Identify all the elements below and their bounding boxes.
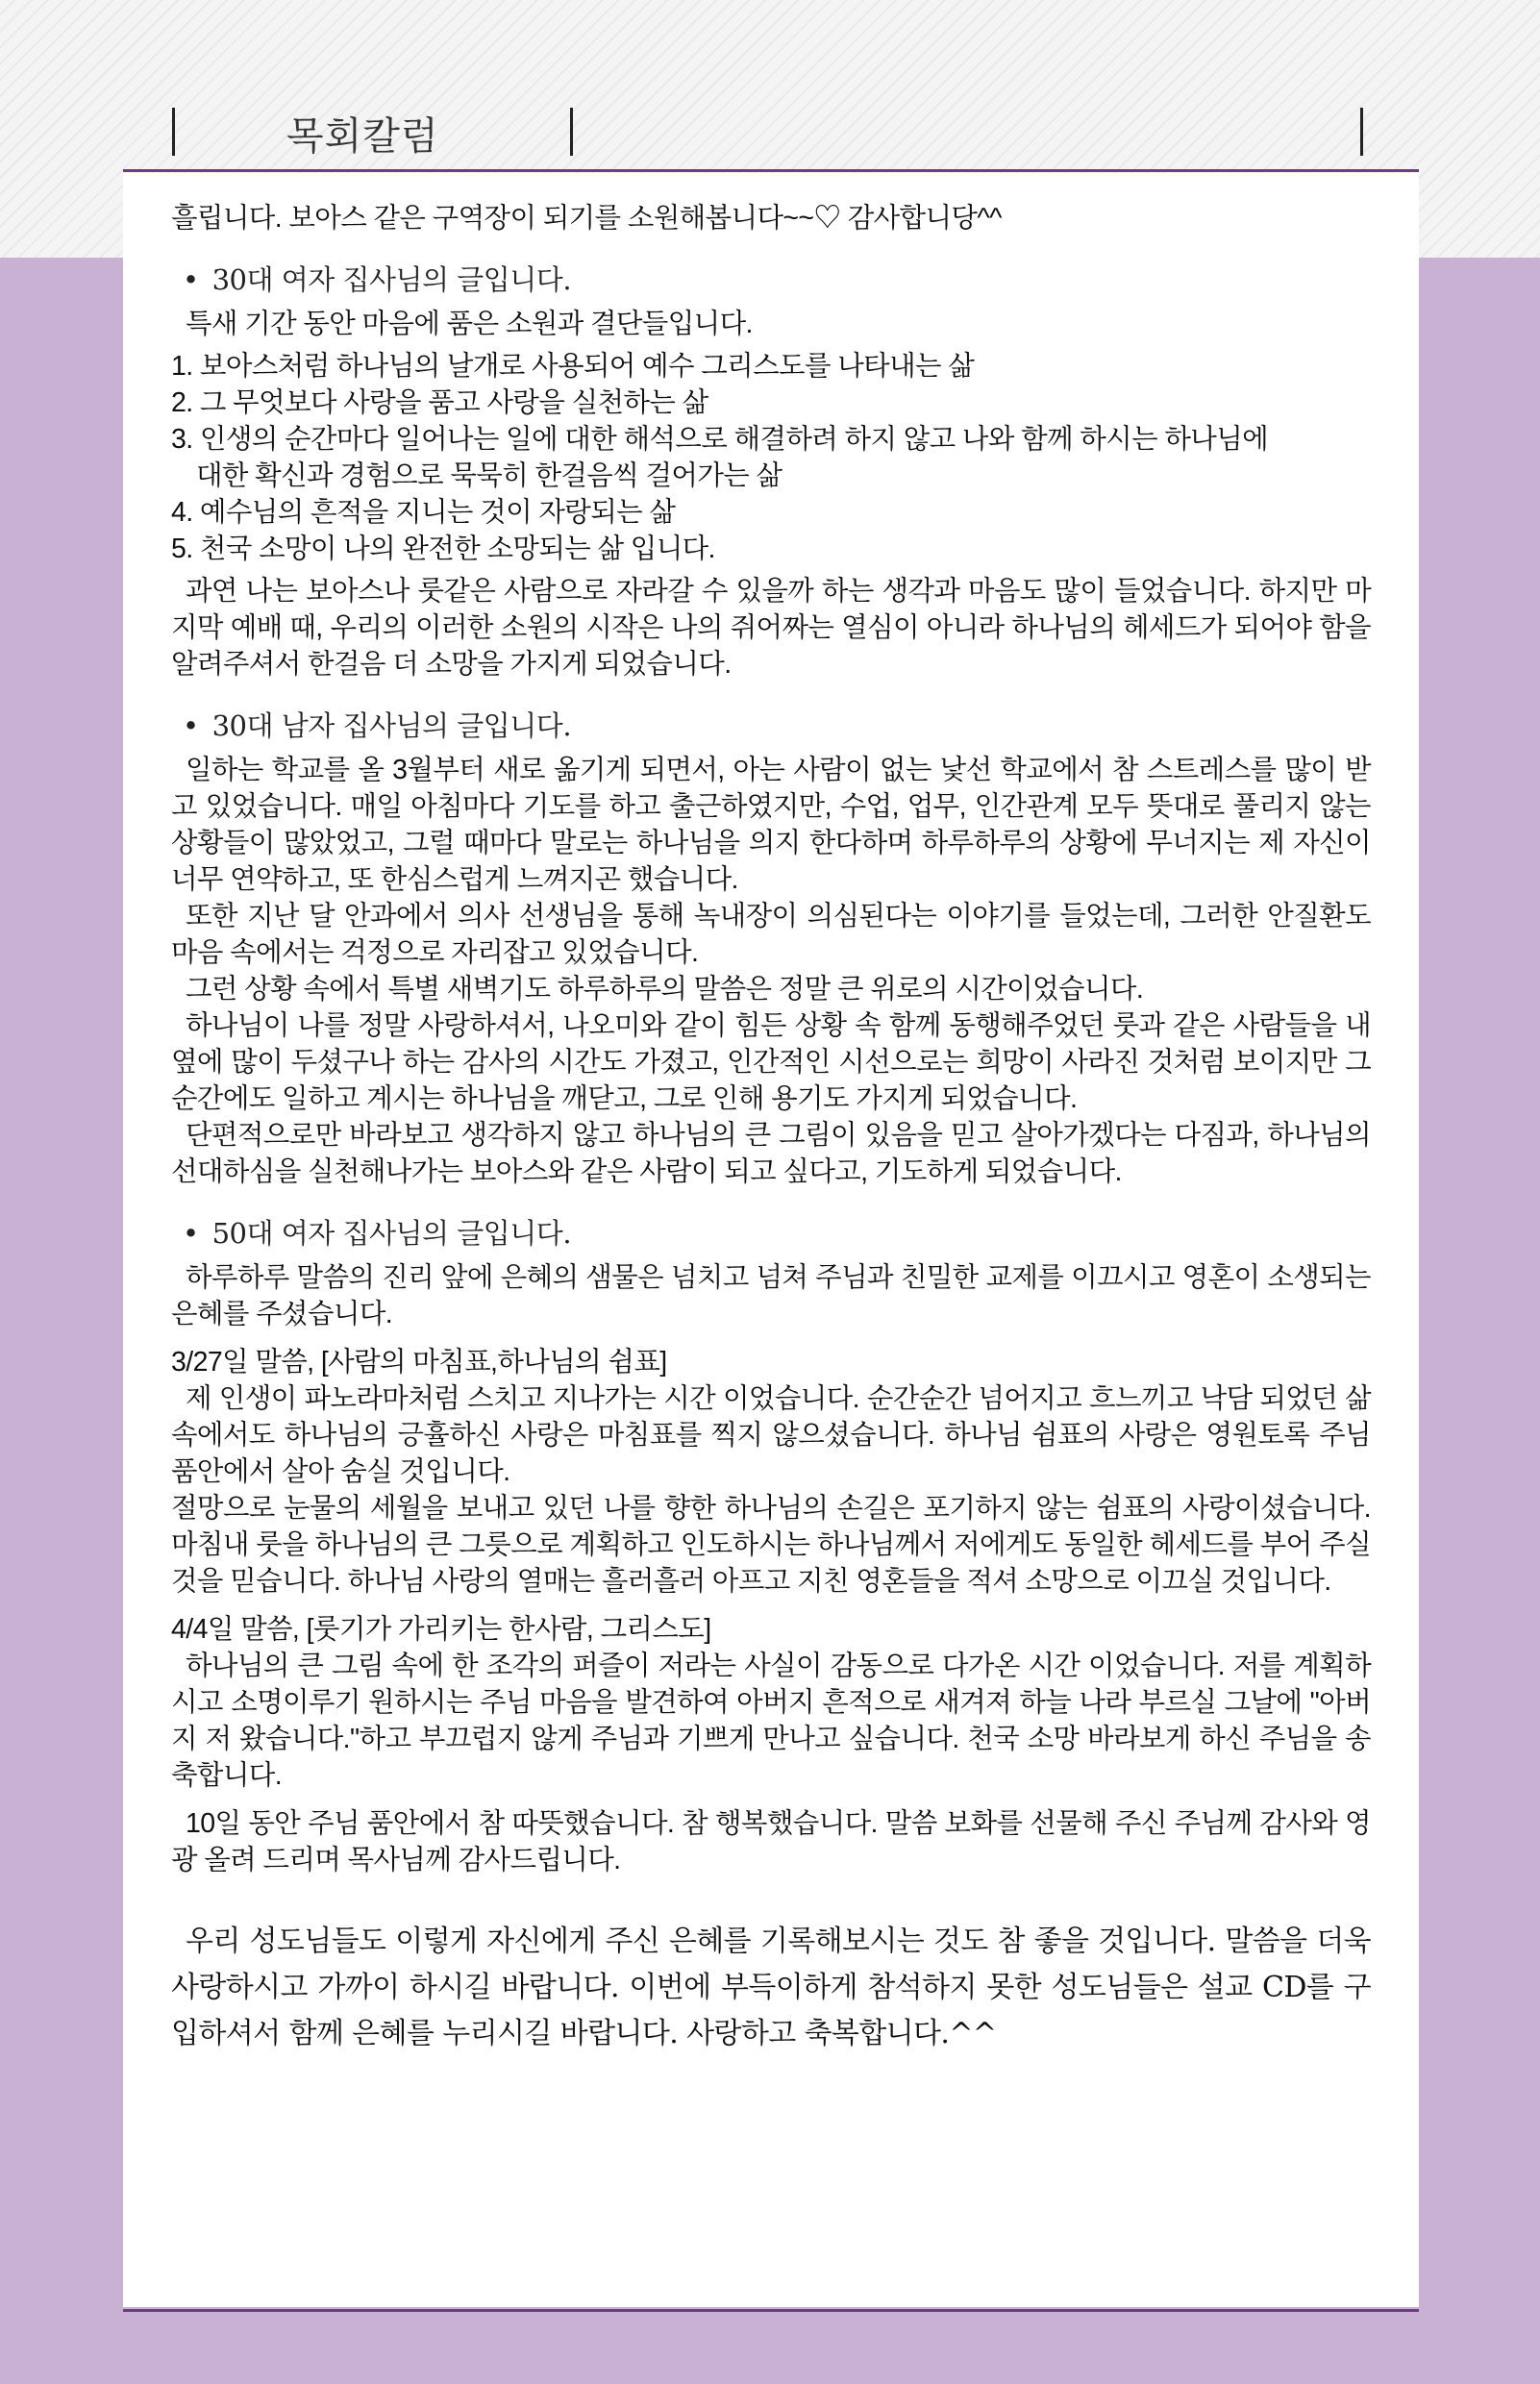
section-paragraph: 또한 지난 달 안과에서 의사 선생님을 통해 녹내장이 의심된다는 이야기를 들었는데, 그러한 안질환도 마음 속에서는 걱정으로 자리잡고 있었습니다. [171, 901, 1371, 968]
section-paragraph: 그런 상황 속에서 특별 새벽기도 하루하루의 말씀은 정말 큰 위로의 시간이었습니다. [186, 974, 1144, 1005]
bullet-icon: • [183, 263, 199, 296]
header-divider-middle [570, 108, 573, 156]
section-lead: 하루하루 말씀의 진리 앞에 은혜의 샘물은 넘치고 넘쳐 주님과 친밀한 교제를 이끄시고 영혼이 소생되는 은혜를 주셨습니다. [171, 1262, 1371, 1329]
list-item: 2. 그 무엇보다 사랑을 품고 사랑을 실천하는 삶 [171, 387, 708, 418]
sermon-title: 4/4일 말씀, [룻기가 가리키는 한사람, 그리스도] [171, 1614, 711, 1645]
list-item: 1. 보아스처럼 하나님의 날개로 사용되어 예수 그리스도를 나타내는 삶 [171, 351, 975, 382]
section-50s-female-deacon [171, 1215, 1371, 1878]
list-item: 5. 천국 소망이 나의 완전한 소망되는 삶 입니다. [171, 534, 715, 564]
resolution-list [171, 348, 1371, 567]
intro-line: 흘립니다. 보아스 같은 구역장이 되기를 소원해봅니다~~♡ 감사합니당^^ [171, 203, 1002, 234]
section-heading: • 30대 여자 집사님의 글입니다. [183, 263, 572, 296]
list-item: 4. 예수님의 흔적을 지니는 것이 자랑되는 삶 [171, 497, 676, 528]
bullet-icon: • [183, 1217, 199, 1250]
section-paragraph: 과연 나는 보아스나 룻같은 사람으로 자라갈 수 있을까 하는 생각과 마음도 많이 들었습니다. 하지만 마지막 예배 때, 우리의 이러한 소원의 시작은 나의 쥐어짜는 열심이 아니라 하나님의 헤세드가 되어야 함을 알려주셔서 한걸음 더 소망을 가지게 되었습니다. [171, 576, 1371, 680]
section-paragraph: 일하는 학교를 올 3월부터 새로 옮기게 되면서, 아는 사람이 없는 낯선 학교에서 참 스트레스를 많이 받고 있었습니다. 매일 아침마다 기도를 하고 출근하였지만, 수업, 업무, 인간관계 모두 뜻대로 풀리지 않는 상황들이 많았었고, 그럴 때마다 말로는 하나님을 의지 한다하며 하루하루의 상황에 무너지는 제 자신이 너무 연약하고, 또 한심스럽게 느껴지곤 했습니다. [171, 755, 1371, 895]
list-item: 3. 인생의 순간마다 일어나는 일에 대한 해석으로 해결하려 하지 않고 나와 함께 하시는 하나님에 [171, 424, 1269, 455]
page-title: 목회칼럼 [286, 114, 439, 159]
header-divider-right [1360, 108, 1363, 156]
section-lead: 특새 기간 동안 마음에 품은 소원과 결단들입니다. [186, 309, 753, 339]
sermon-title: 3/27일 말씀, [사람의 마침표,하나님의 쉼표] [171, 1347, 667, 1378]
header-divider-left [172, 108, 175, 156]
list-item-continuation: 대한 확신과 경험으로 묵묵히 한걸음씩 걸어가는 삶 [196, 460, 782, 491]
section-heading: • 30대 남자 집사님의 글입니다. [183, 709, 572, 742]
section-paragraph: 절망으로 눈물의 세월을 보내고 있던 나를 향한 하나님의 손길은 포기하지 않는 쉼표의 사랑이셨습니다. 마침내 룻을 하나님의 큰 그릇으로 계획하고 인도하시는 하나님께서 저에게도 동일한 헤세드를 부어 주실 것을 믿습니다. 하나님 사랑의 열매는 흘러흘러 아프고 지친 영혼들을 적셔 소망으로 이끄실 것입니다. [171, 1493, 1371, 1597]
section-paragraph: 하나님의 큰 그림 속에 한 조각의 퍼즐이 저라는 사실이 감동으로 다가온 시간 이었습니다. 저를 계획하시고 소명이루기 원하시는 주님 마음을 발견하여 아버지 흔적으로 새겨져 하늘 나라 부르실 그날에 "아버지 저 왔습니다."하고 부끄럽지 않게 주님과 기쁘게 만나고 싶습니다. 천국 소망 바라보게 하신 주님을 송축합니다. [171, 1651, 1371, 1791]
section-30s-male-deacon [171, 708, 1371, 1190]
section-paragraph: 제 인생이 파노라마처럼 스치고 지나가는 시간 이었습니다. 순간순간 넘어지고 흐느끼고 낙담 되었던 삶속에서도 하나님의 긍휼하신 사랑은 마침표를 찍지 않으셨습니다. 하나님 쉼표의 사랑은 영원토록 주님 품안에서 살아 숨실 것입니다. [171, 1383, 1371, 1487]
article-body [171, 200, 1371, 2057]
column-header [123, 96, 1419, 173]
article-page [123, 173, 1419, 2307]
header-rule [123, 169, 1419, 172]
section-paragraph: 하나님이 나를 정말 사랑하셔서, 나오미와 같이 힘든 상황 속 함께 동행해주었던 룻과 같은 사람들을 내 옆에 많이 두셨구나 하는 감사의 시간도 가졌고, 인간적인 시선으로는 희망이 사라진 것처럼 보이지만 그 순간에도 일하고 계시는 하나님을 깨닫고, 그로 인해 용기도 가지게 되었습니다. [171, 1010, 1371, 1114]
closing-paragraph: 우리 성도님들도 이렇게 자신에게 주신 은혜를 기록해보시는 것도 참 좋을 것입니다. 말씀을 더욱 사랑하시고 가까이 하시길 바랍니다. 이번에 부득이하게 참석하지 못한 성도님들은 설교 CD를 구입하셔서 함께 은혜를 누리시길 바랍니다. 사랑하고 축복합니다.^^ [171, 1925, 1371, 2050]
section-paragraph: 10일 동안 주님 품안에서 참 따뜻했습니다. 참 행복했습니다. 말씀 보화를 선물해 주신 주님께 감사와 영광 올려 드리며 목사님께 감사드립니다. [171, 1808, 1371, 1875]
bullet-icon: • [183, 709, 199, 742]
section-30s-female-deacon [171, 261, 1371, 683]
footer-rule [123, 2309, 1419, 2312]
section-heading: • 50대 여자 집사님의 글입니다. [183, 1217, 572, 1250]
section-paragraph: 단편적으로만 바라보고 생각하지 않고 하나님의 큰 그림이 있음을 믿고 살아가겠다는 다짐과, 하나님의 선대하심을 실천해나가는 보아스와 같은 사람이 되고 싶다고, 기도하게 되었습니다. [171, 1120, 1371, 1187]
